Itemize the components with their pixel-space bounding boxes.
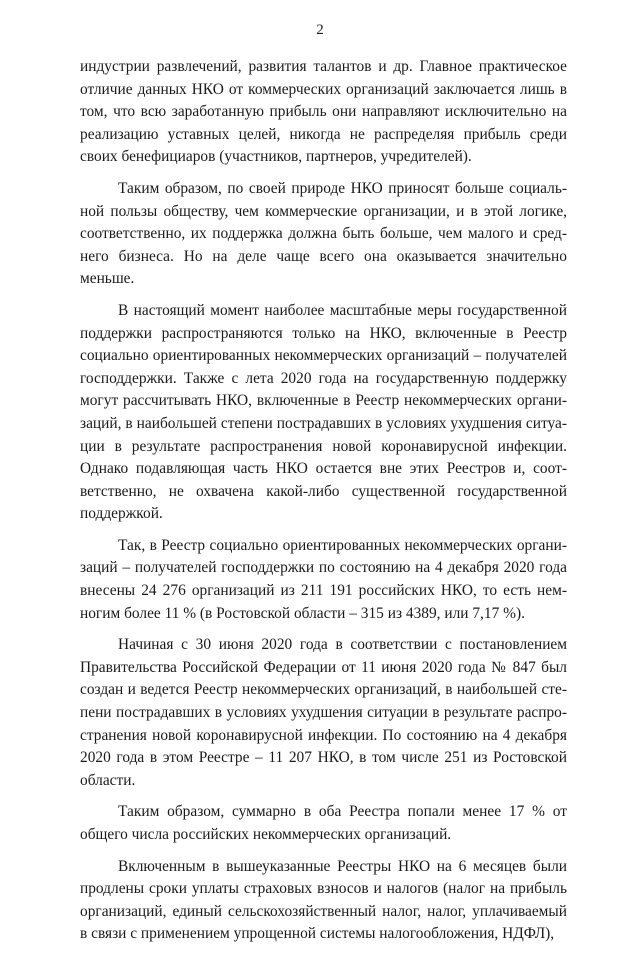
paragraph-affected-nko-registry: Начиная с 30 июня 2020 года в соответствии с постановлением Правительства Российской Федерации от 11 июня 2020 года № 847 был создан и ведется Реестр некоммерческих организаций, в наибольшей степени пострадавших в условиях ухудшения ситуации в результате распространения новой коронавирусной инфекции. По состоянию на 4 декабря 2020 года в этом Реестре – 11 207 НКО, в том числе 251 из Ростовской области. <box>80 636 567 789</box>
paragraph-state-support-registers: В настоящий момент наиболее масштабные меры государственной поддержки распространяются только на НКО, включенные в Реестр социально ориентированных некоммерческих организаций – получателей господдержки. Также с лета 2020 года на государственную поддержку могут рассчитывать НКО, включенные в Реестр некоммерческих организаций, в наибольшей степени пострадавших в условиях ухудшения ситуации в результате распространения новой коронавирусной инфекции. Однако подавляющая часть НКО остается вне этих Реестров и, соответственно, не охвачена какой-либо существенной государственной поддержкой. <box>80 301 567 523</box>
paragraph-tax-deferral: Включенным в вышеуказанные Реестры НКО на 6 месяцев были продлены сроки уплаты страховых взносов и налогов (налог на прибыль организаций, единый сельскохозяйственный налог, налог, уплачиваемый в связи с применением упрощенной системы налогообложения, НДФЛ), <box>80 857 567 943</box>
page-number: 2 <box>316 22 324 38</box>
paragraph-registry-statistics: Так, в Реестр социально ориентированных некоммерческих организаций – получателей господдержки по состоянию на 4 декабря 2020 года внесены 24 276 организаций из 211 191 российских НКО, то есть немногим более 11 % (в Ростовской области – 315 из 4389, или 7,17 %). <box>80 536 567 622</box>
document-body <box>80 56 567 955</box>
paragraph-nko-social-benefit: Таким образом, по своей природе НКО приносят больше социальной пользы обществу, чем коммерческие организации, и в этой логике, соответственно, их поддержка должна быть больше, чем малого и среднего бизнеса. Но на деле чаще всего она оказывается значительно меньше. <box>80 179 567 288</box>
paragraph-continuation: индустрии развлечений, развития талантов и др. Главное практическое отличие данных НКО от коммерческих организаций заключается лишь в том, что всю заработанную прибыль они направляют исключительно на реализацию уставных целей, никогда не распределяя прибыль среди своих бенефициаров (участников, партнеров, учредителей). <box>80 58 567 166</box>
paragraph-summary-share: Таким образом, суммарно в оба Реестра попали менее 17 % от общего числа российских некоммерческих организаций. <box>80 803 567 843</box>
